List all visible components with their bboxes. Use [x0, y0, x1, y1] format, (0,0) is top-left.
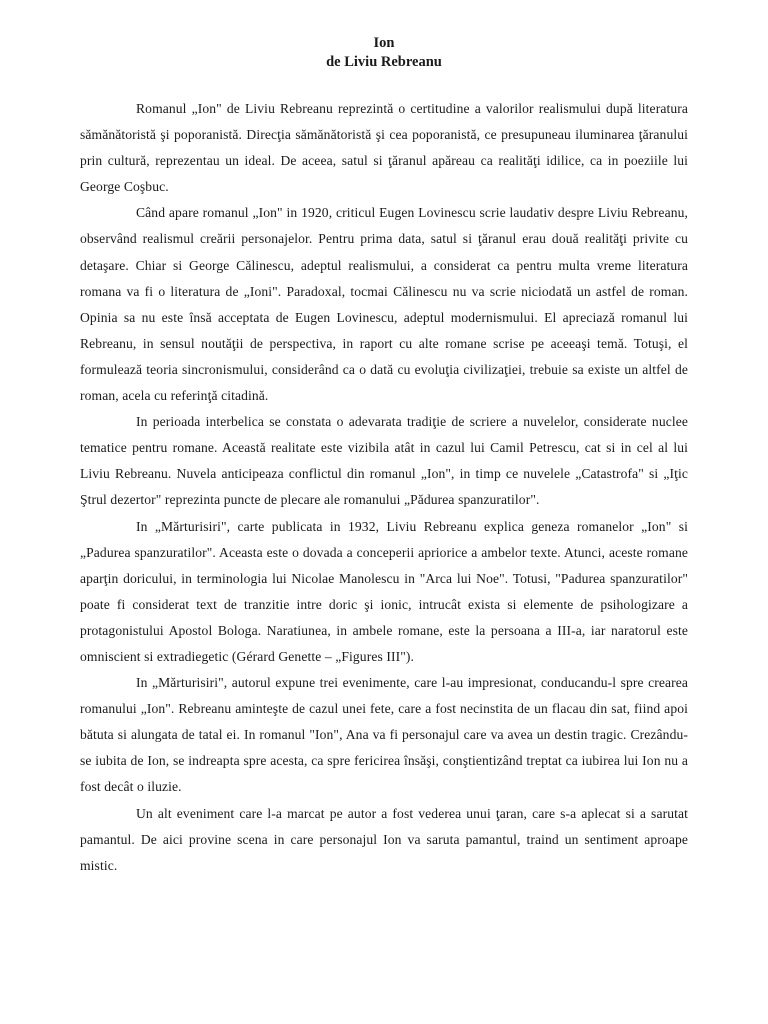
paragraph-6: Un alt eveniment care l-a marcat pe autor a fost vederea unui ţaran, care s-a aplecat si a sarutat pamantul. De aici provine scena in care personajul Ion va saruta pamantul, traind un sentiment aproape mistic.	[80, 805, 688, 873]
document-title: Ion	[373, 35, 395, 51]
document-page	[80, 34, 688, 879]
paragraph-4: In „Mărturisiri", carte publicata in 1932, Liviu Rebreanu explica geneza romanelor „Ion" si „Padurea spanzuratilor". Aceasta este o dovada a conceperii apriorice a ambelor texte. Atunci, aceste romane aparţin doricului, in terminologia lui Nicolae Manolescu in "Arca lui Noe". Totusi, "Padurea spanzuratilor" poate fi considerat text de tranzitie intre doric şi ionic, intrucât exista si elemente de psihologizare a protagonistului Apostol Bologa. Naratiunea, in ambele romane, este la persoana a III-a, iar naratorul este omniscient si extradiegetic (Gérard Genette – „Figures III").	[80, 518, 688, 664]
paragraph-1: Romanul „Ion" de Liviu Rebreanu reprezintă o certitudine a valorilor realismului după literatura sămănătoristă şi poporanistă. Direcţia sămănătoristă şi cea poporanistă, ce presupuneau iluminarea ţăranului prin cultură, reprezentau un ideal. De aceea, satul si ţăranul apăreau ca realităţi idilice, ca in poeziile lui George Coşbuc.	[80, 101, 688, 195]
paragraph-3: In perioada interbelica se constata o adevarata tradiţie de scriere a nuvelelor, considerate nuclee tematice pentru romane. Această realitate este vizibila atât in cazul lui Camil Petrescu, cat si in cel al lui Liviu Rebreanu. Nuvela anticipeaza conflictul din romanul „Ion", in timp ce nuvelele „Catastrofa" si „Iţic Ştrul dezertor" reprezinta puncte de plecare ale romanului „Pădurea spanzuratilor".	[80, 414, 688, 508]
document-subtitle: de Liviu Rebreanu	[326, 54, 442, 70]
paragraph-5: In „Mărturisiri", autorul expune trei evenimente, care l-au impresionat, conducandu-l spre crearea romanului „Ion". Rebreanu aminteşte de cazul unei fete, care a fost necinstita de un flacau din sat, fiind apoi bătuta si alungata de tatal ei. In romanul "Ion", Ana va fi personajul care va avea un destin tragic. Crezându-se iubita de Ion, se indreapta spre acesta, ca spre fericirea însăşi, conştientizând treptat ca iubirea lui Ion nu a fost decât o iluzie.	[80, 675, 688, 795]
paragraph-2: Când apare romanul „Ion" in 1920, criticul Eugen Lovinescu scrie laudativ despre Liviu Rebreanu, observând realismul creării personajelor. Pentru prima data, satul si ţăranul erau două realităţi privite cu detaşare. Chiar si George Călinescu, adeptul realismului, a considerat ca pentru multa vreme literatura romana va fi o literatura de „Ioni". Paradoxal, tocmai Călinescu nu va scrie niciodată un astfel de roman. Opinia sa nu este însă acceptata de Eugen Lovinescu, adeptul modernismului. El apreciază romanul lui Rebreanu, in sensul noutăţii de perspectiva, in raport cu alte romane scrise pe aceeaşi temă. Totuşi, el formulează teoria sincronismului, considerând ca o dată cu evoluţia civilizaţiei, trebuie sa existe un altfel de roman, acela cu referinţă citadină.	[80, 205, 688, 404]
